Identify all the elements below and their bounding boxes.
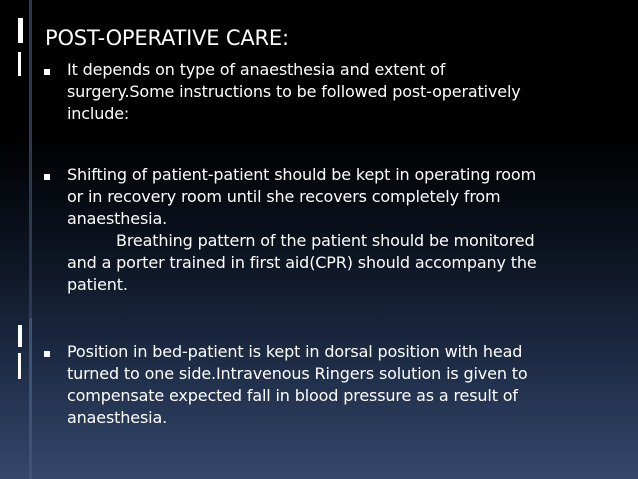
body-line: anaesthesia. (67, 408, 168, 427)
body-line: It depends on type of anaesthesia and extent of (67, 60, 446, 79)
body-line: Position in bed-patient is kept in dorsal position with head (67, 342, 523, 361)
accent-bar (18, 52, 21, 76)
list-item (67, 164, 627, 296)
list-item (67, 59, 627, 125)
square-bullet-icon (44, 174, 50, 180)
left-rule-lower (29, 318, 32, 479)
body-line: turned to one side.Intravenous Ringers solution is given to (67, 364, 528, 383)
square-bullet-icon (44, 69, 50, 75)
accent-bar (18, 18, 23, 43)
body-line: anaesthesia. (67, 209, 168, 228)
body-line: include: (67, 104, 130, 123)
accent-bar (18, 353, 21, 379)
body-line: and a porter trained in first aid(CPR) should accompany the (67, 253, 537, 272)
list-item (67, 341, 627, 429)
body-line: compensate expected fall in blood pressure as a result of (67, 386, 518, 405)
body-line: Shifting of patient-patient should be kept in operating room (67, 165, 537, 184)
body-line: patient. (67, 275, 128, 294)
body-line: or in recovery room until she recovers completely from (67, 187, 501, 206)
page-title: POST-OPERATIVE CARE: (45, 26, 289, 50)
accent-bar (18, 325, 22, 347)
body-line: surgery.Some instructions to be followed post-operatively (67, 82, 521, 101)
square-bullet-icon (44, 351, 50, 357)
body-line: Breathing pattern of the patient should be monitored (116, 231, 535, 250)
